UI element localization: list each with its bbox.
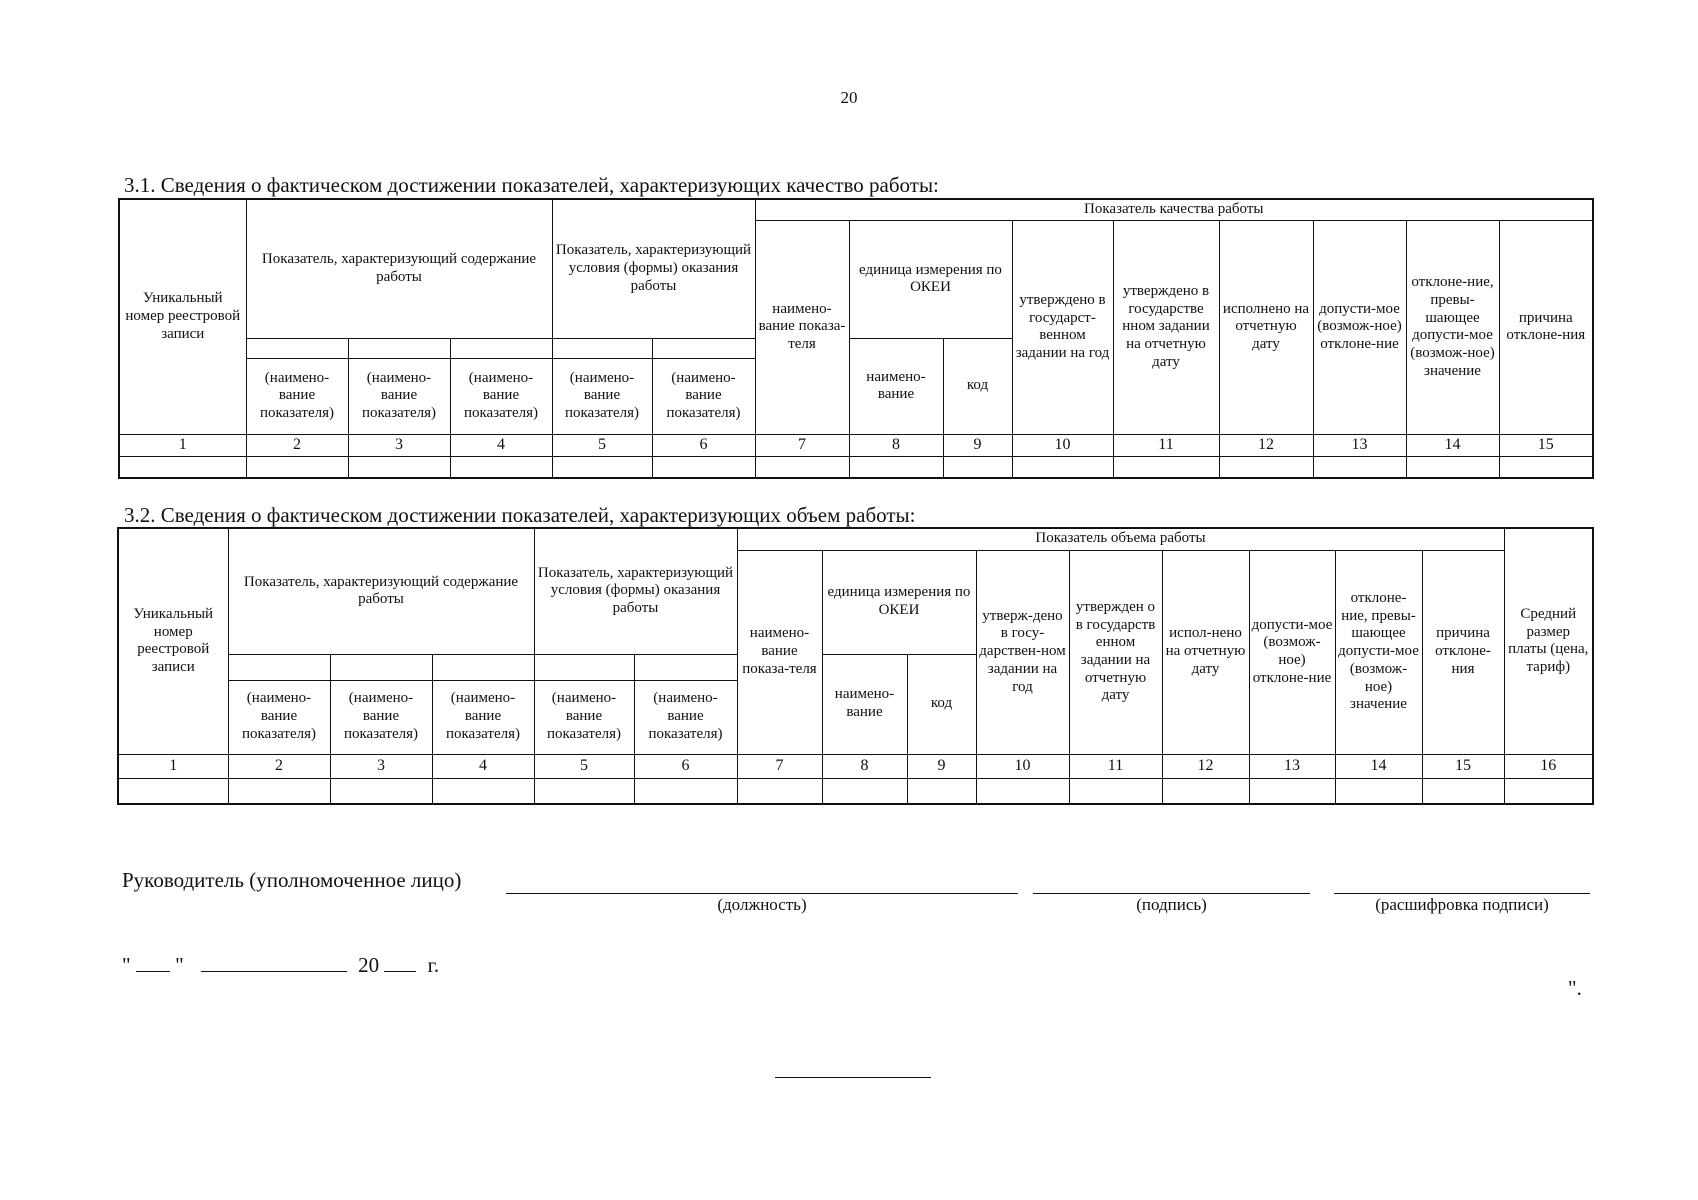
empty-cell [348, 456, 450, 478]
year-suffix: г. [427, 953, 440, 977]
header-content-indicator: Показатель, характеризующий содержание работы [228, 528, 534, 654]
position-caption: (должность) [717, 895, 807, 914]
header-sub-name: (наимено-вание показателя) [450, 358, 552, 434]
table-row [118, 778, 1593, 804]
header-allowed-deviation: допусти-мое (возмож-ное) отклоне-ние [1313, 220, 1406, 434]
column-number: 7 [737, 754, 822, 778]
header-conditions-indicator: Показатель, характеризующий условия (формы) оказания работы [552, 199, 755, 338]
empty-cell [634, 778, 737, 804]
decoding-caption: (расшифровка подписи) [1375, 895, 1549, 914]
empty-cell [450, 456, 552, 478]
empty-cell [907, 778, 976, 804]
header-sub-spacer [552, 338, 652, 358]
header-sub-spacer [432, 654, 534, 680]
header-deviation-reason: причина отклоне-ния [1422, 550, 1504, 754]
header-unit-code: код [907, 654, 976, 754]
header-approved-date: утвержден о в государств енном задании на отчетную дату [1069, 550, 1162, 754]
column-number: 11 [1069, 754, 1162, 778]
header-unit-okei: единица измерения по ОКЕИ [822, 550, 976, 654]
column-number: 5 [534, 754, 634, 778]
closing-quote: ". [1568, 976, 1582, 1000]
header-unit-okei: единица измерения по ОКЕИ [849, 220, 1012, 338]
column-number: 4 [432, 754, 534, 778]
column-number: 2 [228, 754, 330, 778]
signature-label: Руководитель (уполномоченное лицо) [122, 868, 462, 892]
year-prefix: 20 [358, 953, 380, 977]
header-sub-name: (наимено-вание показателя) [348, 358, 450, 434]
header-sub-name: (наимено-вание показателя) [432, 680, 534, 754]
header-sub-spacer [652, 338, 755, 358]
empty-cell [943, 456, 1012, 478]
date-line [122, 953, 439, 978]
column-number: 7 [755, 434, 849, 456]
header-deviation-reason: причина отклоне-ния [1499, 220, 1593, 434]
column-number: 3 [348, 434, 450, 456]
header-exceeding-deviation: отклоне-ние, превы-шающее допусти-мое (возмож-ное) значение [1406, 220, 1499, 434]
year-blank[interactable] [384, 953, 416, 972]
column-number: 1 [118, 754, 228, 778]
header-unique-number: Уникальный номер реестровой записи [119, 199, 246, 434]
column-number: 16 [1504, 754, 1593, 778]
section-title-volume: 3.2. Сведения о фактическом достижении показателей, характеризующих объем работы: [124, 503, 916, 527]
header-approved-year: утверждено в государст-венном задании на год [1012, 220, 1113, 434]
empty-cell [976, 778, 1069, 804]
column-number: 9 [943, 434, 1012, 456]
column-number: 10 [1012, 434, 1113, 456]
footnote-separator [775, 1077, 931, 1078]
empty-cell [1113, 456, 1219, 478]
column-number: 15 [1422, 754, 1504, 778]
empty-cell [1249, 778, 1335, 804]
empty-cell [822, 778, 907, 804]
header-sub-spacer [348, 338, 450, 358]
header-sub-spacer [534, 654, 634, 680]
column-number: 8 [849, 434, 943, 456]
column-number: 11 [1113, 434, 1219, 456]
date-quote-close: " [175, 953, 184, 977]
table-row [119, 456, 1593, 478]
column-number: 1 [119, 434, 246, 456]
signature-line[interactable] [1033, 893, 1310, 894]
empty-cell [1335, 778, 1422, 804]
empty-cell [1504, 778, 1593, 804]
header-sub-name: (наимено-вание показателя) [634, 680, 737, 754]
header-sub-spacer [634, 654, 737, 680]
header-sub-name: (наимено-вание показателя) [552, 358, 652, 434]
column-number: 13 [1313, 434, 1406, 456]
empty-cell [432, 778, 534, 804]
header-unit-name: наимено-вание [822, 654, 907, 754]
column-number: 4 [450, 434, 552, 456]
header-unique-number: Уникальный номер реестровой записи [118, 528, 228, 754]
quality-indicators-table [118, 198, 1594, 479]
header-executed: исполнено на отчетную дату [1219, 220, 1313, 434]
header-executed: испол-нено на отчетную дату [1162, 550, 1249, 754]
empty-cell [1162, 778, 1249, 804]
header-approved-date: утверждено в государстве нном задании на отчетную дату [1113, 220, 1219, 434]
volume-indicators-table [117, 527, 1594, 805]
empty-cell [1219, 456, 1313, 478]
header-exceeding-deviation: отклоне-ние, превы-шающее допусти-мое (возмож-ное) значение [1335, 550, 1422, 754]
empty-cell [119, 456, 246, 478]
column-number: 6 [652, 434, 755, 456]
header-quality-group: Показатель качества работы [755, 199, 1593, 220]
header-volume-group: Показатель объема работы [737, 528, 1504, 550]
column-number: 12 [1219, 434, 1313, 456]
column-number: 14 [1406, 434, 1499, 456]
column-number: 12 [1162, 754, 1249, 778]
empty-cell [652, 456, 755, 478]
empty-cell [552, 456, 652, 478]
empty-cell [1499, 456, 1593, 478]
column-number: 13 [1249, 754, 1335, 778]
column-number: 5 [552, 434, 652, 456]
header-sub-spacer [330, 654, 432, 680]
empty-cell [737, 778, 822, 804]
empty-cell [534, 778, 634, 804]
header-unit-name: наимено-вание [849, 338, 943, 434]
month-blank[interactable] [201, 953, 347, 972]
column-number: 9 [907, 754, 976, 778]
column-number: 10 [976, 754, 1069, 778]
empty-cell [1012, 456, 1113, 478]
signature-caption: (подпись) [1136, 895, 1207, 914]
header-indicator-name: наимено-вание показа-теля [737, 550, 822, 754]
empty-cell [330, 778, 432, 804]
column-number: 2 [246, 434, 348, 456]
header-allowed-deviation: допусти-мое (возмож-ное) отклоне-ние [1249, 550, 1335, 754]
column-number: 3 [330, 754, 432, 778]
empty-cell [1422, 778, 1504, 804]
header-approved-year: утверж-дено в госу-дарствен-ном задании на год [976, 550, 1069, 754]
column-number: 15 [1499, 434, 1593, 456]
column-number: 14 [1335, 754, 1422, 778]
day-blank[interactable] [136, 953, 170, 972]
decoding-signature-line[interactable] [1334, 893, 1590, 894]
header-conditions-indicator: Показатель, характеризующий условия (формы) оказания работы [534, 528, 737, 654]
header-content-indicator: Показатель, характеризующий содержание работы [246, 199, 552, 338]
header-sub-spacer [450, 338, 552, 358]
column-number: 8 [822, 754, 907, 778]
header-sub-name: (наимено-вание показателя) [652, 358, 755, 434]
header-sub-name: (наимено-вание показателя) [246, 358, 348, 434]
empty-cell [755, 456, 849, 478]
header-indicator-name: наимено-вание показа-теля [755, 220, 849, 434]
header-sub-name: (наимено-вание показателя) [228, 680, 330, 754]
header-sub-name: (наимено-вание показателя) [330, 680, 432, 754]
position-signature-line[interactable] [506, 893, 1018, 894]
empty-cell [246, 456, 348, 478]
page-number: 20 [840, 88, 858, 107]
empty-cell [1069, 778, 1162, 804]
empty-cell [849, 456, 943, 478]
header-sub-spacer [228, 654, 330, 680]
header-average-fee: Средний размер платы (цена, тариф) [1504, 528, 1593, 754]
empty-cell [228, 778, 330, 804]
header-unit-code: код [943, 338, 1012, 434]
empty-cell [1406, 456, 1499, 478]
header-sub-name: (наимено-вание показателя) [534, 680, 634, 754]
column-number: 6 [634, 754, 737, 778]
date-quote-open: " [122, 953, 131, 977]
empty-cell [118, 778, 228, 804]
header-sub-spacer [246, 338, 348, 358]
empty-cell [1313, 456, 1406, 478]
section-title-quality: 3.1. Сведения о фактическом достижении показателей, характеризующих качество работы: [124, 173, 939, 197]
